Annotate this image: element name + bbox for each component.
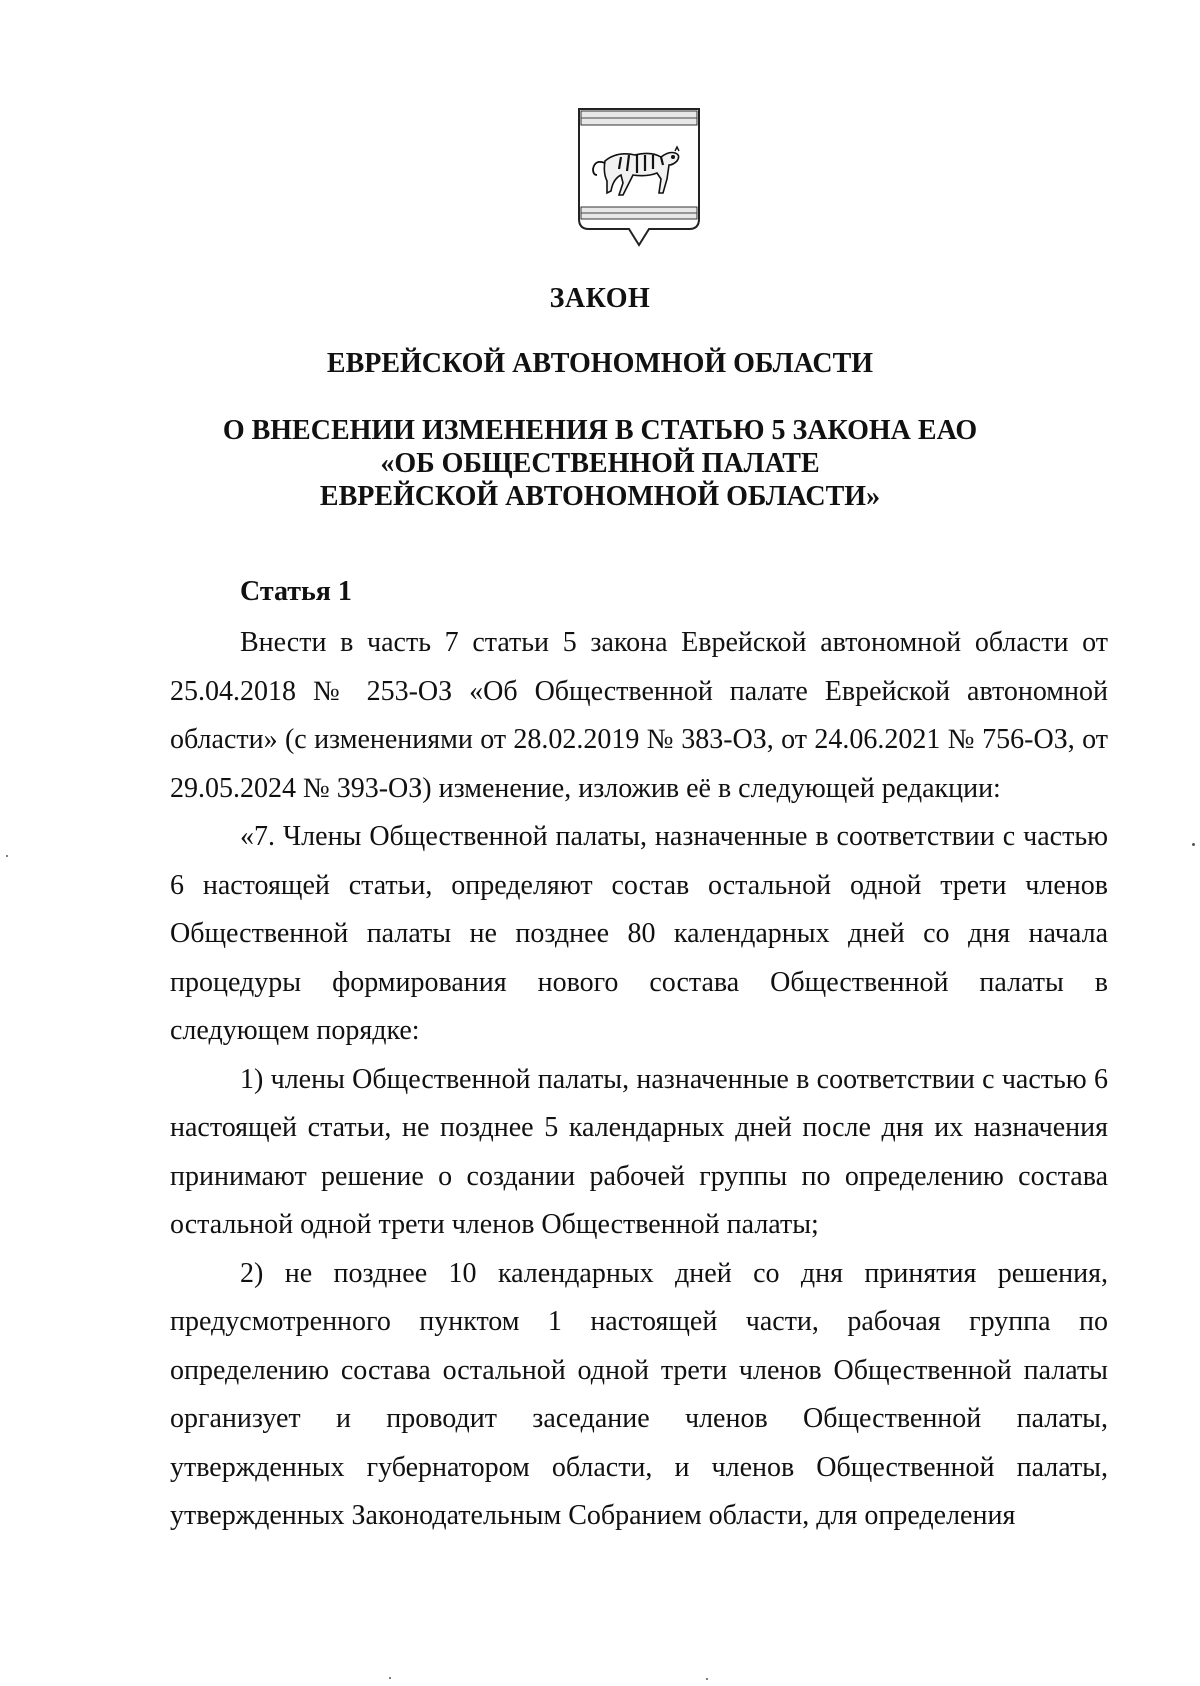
scan-speck	[1192, 843, 1195, 846]
scan-speck	[6, 855, 8, 857]
scan-speck	[706, 1678, 708, 1680]
paragraph-item-2: 2) не позднее 10 календарных дней со дня принятия решения, предусмотренного пунктом 1 настоящей части, рабочая группа по определению состава остальной одной трети членов Общественной палаты организует и проводит заседание членов Общественной палаты, утвержденных губернатором области, и членов Общественной палаты, утвержденных Законодательным Собранием области, для определения	[170, 1257, 1108, 1531]
subject-line-3: ЕВРЕЙСКОЙ АВТОНОМНОЙ ОБЛАСТИ»	[319, 481, 881, 512]
scan-speck	[389, 1677, 391, 1679]
region-title: ЕВРЕЙСКОЙ АВТОНОМНОЙ ОБЛАСТИ	[326, 348, 874, 379]
tiger-coat-of-arms-icon	[577, 107, 701, 249]
law-subject-title	[0, 414, 1200, 513]
subject-line-1: О ВНЕСЕНИИ ИЗМЕНЕНИЯ В СТАТЬЮ 5 ЗАКОНА ЕАО	[222, 415, 978, 446]
article-body	[170, 619, 1108, 1541]
paragraph-item-1: 1) члены Общественной палаты, назначенные в соответствии с частью 6 настоящей статьи, не позднее 5 календарных дней после дня их назначения принимают решение о создании рабочей группы по определению состава остальной одной трети членов Общественной палаты;	[170, 1063, 1108, 1240]
paragraph-part-7: «7. Члены Общественной палаты, назначенные в соответствии с частью 6 настоящей статьи, определяют состав остальной одной трети членов Общественной палаты не позднее 80 календарных дней со дня начала процедуры формирования нового состава Общественной палаты в следующем порядке:	[170, 821, 1108, 1046]
paragraph-amendment: Внести в часть 7 статьи 5 закона Еврейской автономной области от 25.04.2018 № 253-ОЗ «Об Общественной палате Еврейской автономной области» (с изменениями от 28.02.2019 № 383-ОЗ, от 24.06.2021 № 756-ОЗ, от 29.05.2024 № 393-ОЗ) изменение, изложив её в следующей редакции:	[170, 627, 1108, 804]
subject-line-2: «ОБ ОБЩЕСТВЕННОЙ ПАЛАТЕ	[380, 448, 820, 479]
article-heading: Статья 1	[240, 576, 352, 607]
law-label: ЗАКОН	[549, 283, 651, 314]
